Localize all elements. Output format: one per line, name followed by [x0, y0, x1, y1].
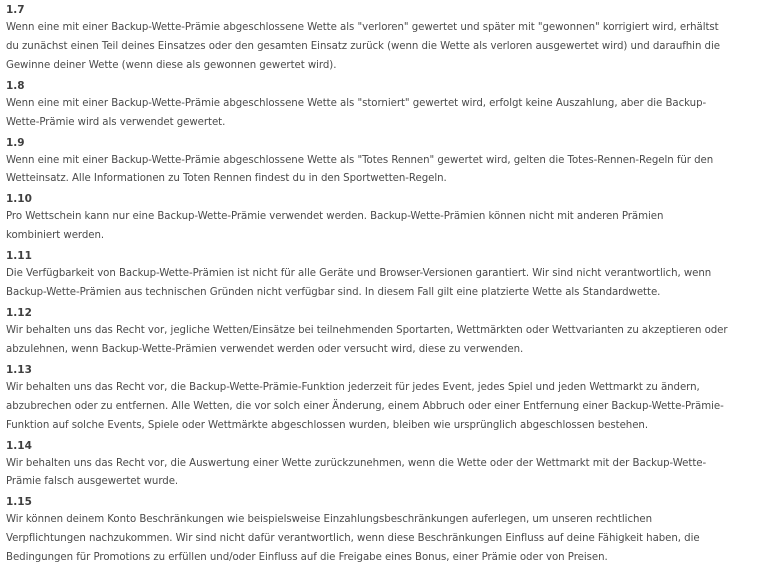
paragraph-line: Wetteinsatz. Alle Informationen zu Toten Rennen findest du in den Sportwetten-Regeln.	[6, 173, 447, 185]
terms-section	[6, 247, 712, 303]
section-number: 1.9	[6, 136, 25, 149]
paragraph-line: du zunächst einen Teil deines Einsatzes oder den gesamten Einsatz zurück (wenn die Wette als verloren ausgewertet wird) und daraufhin die	[6, 40, 720, 52]
paragraph-line: Prämie falsch ausgewertet wurde.	[6, 476, 179, 488]
paragraph-line: Wir behalten uns das Recht vor, jegliche Wetten/Einsätze bei teilnehmenden Sportarten, Wettmärkten oder Wettvarianten zu akzeptieren oder	[6, 324, 728, 336]
section-number: 1.13	[6, 363, 32, 376]
terms-section	[6, 493, 700, 568]
section-paragraph	[6, 379, 724, 436]
paragraph-line: Funktion auf solche Events, Spiele oder Wettmärkte abgeschlossen wurden, bleiben wie ursprünglich abgeschlossen bestehen.	[6, 419, 649, 431]
section-number: 1.7	[6, 4, 25, 16]
section-number: 1.12	[6, 306, 32, 319]
paragraph-line: Die Verfügbarkeit von Backup-Wette-Prämien ist nicht für alle Geräte und Browser-Versionen garantiert. Wir sind nicht verantwortlich, wenn	[6, 268, 712, 280]
section-number: 1.8	[6, 79, 25, 92]
section-number: 1.11	[6, 250, 32, 263]
terms-section	[6, 304, 728, 360]
section-paragraph	[6, 19, 720, 76]
terms-section	[6, 134, 714, 190]
paragraph-line: Wir können deinem Konto Beschränkungen wie beispielsweise Einzahlungsbeschränkungen auferlegen, um unseren rechtlichen	[6, 514, 653, 526]
terms-section	[6, 437, 707, 493]
section-number: 1.14	[6, 439, 32, 452]
paragraph-line: Verpflichtungen nachzukommen. Wir sind nicht dafür verantwortlich, wenn diese Beschränkungen Einfluss auf deine Fähigkeit haben, die	[6, 533, 700, 545]
terms-section	[6, 190, 664, 246]
paragraph-line: kombiniert werden.	[6, 230, 105, 242]
paragraph-line: Wenn eine mit einer Backup-Wette-Prämie abgeschlossene Wette als "storniert" gewertet wird, erfolgt keine Auszahlung, aber die Backup-	[6, 97, 707, 109]
paragraph-line: Wette-Prämie wird als verwendet gewertet.	[6, 116, 226, 128]
section-paragraph	[6, 208, 664, 246]
terms-section	[6, 1, 720, 76]
section-paragraph	[6, 95, 707, 133]
paragraph-line: Wir behalten uns das Recht vor, die Auswertung einer Wette zurückzunehmen, wenn die Wette oder der Wettmarkt mit der Backup-Wette-	[6, 457, 707, 469]
section-paragraph	[6, 511, 700, 568]
paragraph-line: Wir behalten uns das Recht vor, die Backup-Wette-Prämie-Funktion jederzeit für jedes Event, jedes Spiel und jeden Wettmarkt zu ändern,	[6, 381, 700, 393]
section-paragraph	[6, 322, 728, 360]
paragraph-line: Wenn eine mit einer Backup-Wette-Prämie abgeschlossene Wette als "verloren" gewertet und später mit "gewonnen" korrigiert wird, erhältst	[6, 22, 719, 33]
terms-section	[6, 361, 724, 436]
paragraph-line: Wenn eine mit einer Backup-Wette-Prämie abgeschlossene Wette als "Totes Rennen" gewertet wird, gelten die Totes-Rennen-Regeln für den	[6, 154, 714, 166]
paragraph-line: Pro Wettschein kann nur eine Backup-Wette-Prämie verwendet werden. Backup-Wette-Prämien können nicht mit anderen Prämien	[6, 211, 664, 223]
paragraph-line: Backup-Wette-Prämien aus technischen Gründen nicht verfügbar sind. In diesem Fall gilt eine platzierte Wette als Standardwette.	[6, 287, 661, 299]
section-paragraph	[6, 152, 714, 190]
paragraph-line: abzubrechen oder zu entfernen. Alle Wetten, die vor solch einer Änderung, einem Abbruch oder einer Entfernung einer Backup-Wette-Prämie-	[6, 400, 724, 412]
terms-section	[6, 77, 707, 133]
paragraph-line: Bedingungen für Promotions zu erfüllen und/oder Einfluss auf die Freigabe eines Bonus, einer Prämie oder von Preisen.	[6, 552, 608, 564]
terms-document	[0, 1, 728, 568]
section-number: 1.15	[6, 496, 32, 509]
section-paragraph	[6, 265, 712, 303]
section-paragraph	[6, 455, 707, 493]
section-number: 1.10	[6, 193, 32, 206]
paragraph-line: abzulehnen, wenn Backup-Wette-Prämien verwendet werden oder versucht wird, diese zu verwenden.	[6, 343, 524, 355]
paragraph-line: Gewinne deiner Wette (wenn diese als gewonnen gewertet wird).	[6, 59, 337, 71]
